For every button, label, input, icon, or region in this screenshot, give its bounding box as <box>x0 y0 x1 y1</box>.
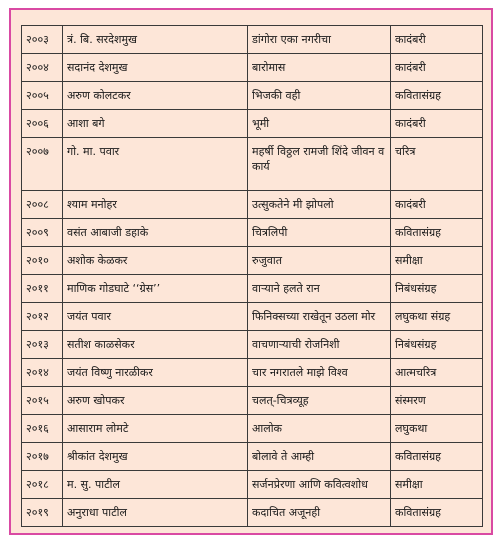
year-cell: २०१८ <box>22 471 63 499</box>
table-row <box>22 303 483 331</box>
genre-cell: कादंबरी <box>391 54 483 82</box>
author-cell: आसाराम लोमटे <box>63 415 248 443</box>
author-cell: श्रीकांत देशमुख <box>63 443 248 471</box>
genre-cell: लघुकथा संग्रह <box>391 303 483 331</box>
award-table-body <box>22 26 483 527</box>
book-cell: सर्जनप्रेरणा आणि कवित्वशोध <box>248 471 391 499</box>
table-row <box>22 191 483 219</box>
book-cell: चित्रलिपी <box>248 219 391 247</box>
book-cell: कदाचित अजूनही <box>248 499 391 527</box>
table-row <box>22 443 483 471</box>
genre-cell: कवितासंग्रह <box>391 82 483 110</box>
year-cell: २०१० <box>22 247 63 275</box>
book-cell: भिजकी वही <box>248 82 391 110</box>
table-row <box>22 415 483 443</box>
year-cell: २००५ <box>22 82 63 110</box>
table-row <box>22 331 483 359</box>
book-cell: आलोक <box>248 415 391 443</box>
book-cell: उत्सुकतेने मी झोपलो <box>248 191 391 219</box>
book-cell: बोलावे ते आम्ही <box>248 443 391 471</box>
year-cell: २०१७ <box>22 443 63 471</box>
table-container <box>21 25 482 527</box>
year-cell: २०१३ <box>22 331 63 359</box>
author-cell: अशोक केळकर <box>63 247 248 275</box>
genre-cell: आत्मचरित्र <box>391 359 483 387</box>
genre-cell: कादंबरी <box>391 110 483 138</box>
author-cell: अनुराधा पाटील <box>63 499 248 527</box>
book-cell: डांगोरा एका नगरीचा <box>248 26 391 54</box>
year-cell: २०११ <box>22 275 63 303</box>
genre-cell: कवितासंग्रह <box>391 219 483 247</box>
genre-cell: निबंधसंग्रह <box>391 331 483 359</box>
table-row <box>22 82 483 110</box>
genre-cell: कादंबरी <box>391 26 483 54</box>
book-cell: चार नगरातले माझे विश्व <box>248 359 391 387</box>
author-cell: माणिक गोडघाटे ‘‘ग्रेस’’ <box>63 275 248 303</box>
author-cell: अरुण कोलटकर <box>63 82 248 110</box>
year-cell: २००४ <box>22 54 63 82</box>
author-cell: वसंत आबाजी डहाके <box>63 219 248 247</box>
year-cell: २००७ <box>22 138 63 191</box>
genre-cell: लघुकथा <box>391 415 483 443</box>
author-cell: म. सु. पाटील <box>63 471 248 499</box>
genre-cell: निबंधसंग्रह <box>391 275 483 303</box>
author-cell: आशा बगे <box>63 110 248 138</box>
genre-cell: कवितासंग्रह <box>391 499 483 527</box>
year-cell: २०१२ <box>22 303 63 331</box>
author-cell: गो. मा. पवार <box>63 138 248 191</box>
author-cell: सतीश काळसेकर <box>63 331 248 359</box>
book-cell: वाचणाऱ्याची रोजनिशी <box>248 331 391 359</box>
author-cell: सदानंद देशमुख <box>63 54 248 82</box>
table-frame <box>9 8 493 535</box>
genre-cell: चरित्र <box>391 138 483 191</box>
year-cell: २०१६ <box>22 415 63 443</box>
year-cell: २०१४ <box>22 359 63 387</box>
table-row <box>22 138 483 191</box>
genre-cell: समीक्षा <box>391 471 483 499</box>
table-row <box>22 26 483 54</box>
table-row <box>22 219 483 247</box>
author-cell: त्रं. बि. सरदेशमुख <box>63 26 248 54</box>
author-cell: श्याम मनोहर <box>63 191 248 219</box>
year-cell: २००३ <box>22 26 63 54</box>
book-cell: फिनिक्सच्या राखेतून उठला मोर <box>248 303 391 331</box>
year-cell: २०१५ <box>22 387 63 415</box>
year-cell: २००९ <box>22 219 63 247</box>
genre-cell: समीक्षा <box>391 247 483 275</box>
genre-cell: संस्मरण <box>391 387 483 415</box>
year-cell: २००८ <box>22 191 63 219</box>
table-row <box>22 387 483 415</box>
author-cell: जयंत विष्णु नारळीकर <box>63 359 248 387</box>
book-cell: महर्षी विठ्ठल रामजी शिंदे जीवन व कार्य <box>248 138 391 191</box>
table-row <box>22 499 483 527</box>
genre-cell: कवितासंग्रह <box>391 443 483 471</box>
author-cell: जयंत पवार <box>63 303 248 331</box>
table-row <box>22 54 483 82</box>
book-cell: चलत्‌-चित्रव्यूह <box>248 387 391 415</box>
year-cell: २०१९ <box>22 499 63 527</box>
book-cell: रुजुवात <box>248 247 391 275</box>
table-row <box>22 247 483 275</box>
year-cell: २००६ <box>22 110 63 138</box>
book-cell: वाऱ्याने हलते रान <box>248 275 391 303</box>
genre-cell: कादंबरी <box>391 191 483 219</box>
author-cell: अरुण खोपकर <box>63 387 248 415</box>
book-cell: बारोमास <box>248 54 391 82</box>
award-table <box>21 25 483 527</box>
book-cell: भूमी <box>248 110 391 138</box>
table-row <box>22 471 483 499</box>
table-row <box>22 110 483 138</box>
table-row <box>22 275 483 303</box>
table-row <box>22 359 483 387</box>
